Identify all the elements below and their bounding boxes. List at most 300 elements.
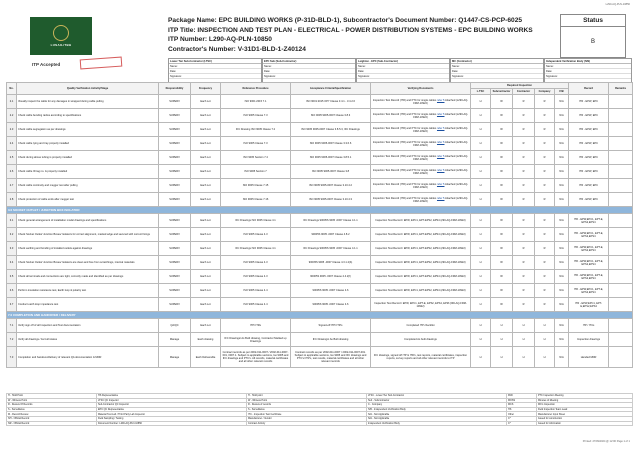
verifying-cell: IFC drawings, signed off ITP & ITR's, test reports, material certificates, inspection reports, survey reports and all other relevant records to ITP [371, 347, 471, 368]
col-header-remarks: Remarks [609, 83, 633, 95]
inspection-company-cell: R [535, 137, 555, 151]
responsibility-cell: SUPERV [159, 228, 191, 242]
section-socket-outlet [7, 214, 633, 312]
record-cell: Inspection drawings [569, 333, 609, 347]
legend-cell: W - Witness Point [247, 398, 367, 403]
verifying-text-suffix: Attached (L290-AQ-FRM-10922) [413, 98, 469, 105]
inspection-subcontractor-cell: H [491, 333, 513, 347]
inspection-subcontractor-cell: W [491, 137, 513, 151]
responsibility-cell: SUPERV [159, 193, 191, 207]
criteria-cell: 90005S 9005 -0007 Clause 4.3.1.2(b) [291, 256, 371, 270]
inspection-subcontractor-cell: H [491, 319, 513, 333]
record-cell: ITR - EPW,EPC1, EPT-E, EPS2,EPS4 [569, 242, 609, 256]
table-row [7, 123, 633, 137]
verifying-text-suffix: Attached (L290-AQ-FRM-10922) [413, 112, 469, 119]
inspection-ltsc-cell: H [471, 228, 491, 242]
inspection-ltsc-cell: H [471, 165, 491, 179]
inspection-ivb-cell: N/A [555, 256, 569, 270]
table-row [7, 151, 633, 165]
legend-cell: R - Review of records [247, 403, 367, 408]
legend-cell: Field Inspection Team Lead [537, 407, 633, 412]
inspection-ltsc-cell: H [471, 179, 491, 193]
criteria-cell: IFC Drawings 90005S 9005 -0007 Clause 4.1.1 [291, 242, 371, 256]
inspection-subcontractor-cell: W [491, 284, 513, 298]
frequency-cell: Each Deliverable [191, 347, 221, 368]
inspection-company-cell: R [535, 95, 555, 109]
legend-cell: Minutes of Meeting [537, 398, 633, 403]
inspection-ivb-cell: N/A [555, 347, 569, 368]
frequency-cell: Each drawing [191, 333, 221, 347]
col-header-activity: Quality Verification Activity/Stage [17, 83, 159, 95]
activity-cell: Verify all drawings / As built status [17, 333, 159, 347]
activity-cell: Check general arrangement of installation model drawings and specifications [17, 214, 159, 228]
col-header-subcontractor: Subcontractor [491, 89, 513, 95]
verifying-cell [371, 109, 471, 123]
inspection-contractor-cell: R [513, 193, 535, 207]
responsibility-cell: QA/QC [159, 319, 191, 333]
record-cell: ITR - EPW, EPC [569, 109, 609, 123]
activity-cell: Check Socket Outlet/ Junction Boxes/ Isolators for correct alignment, marked edge and secured with correct fixings [17, 228, 159, 242]
activity-cell: Check during above tubing is property installed [17, 151, 159, 165]
record-cell: ITR - EPW, EPC [569, 151, 609, 165]
criteria-cell: ISO 9005 9005-0007 Clause 3.10.4.3 [291, 193, 371, 207]
reference-cell: ISO 9005 Clause 4.4 [221, 284, 291, 298]
activity-cell: Check earthing and bonding of installed outlets against drawings [17, 242, 159, 256]
row-number: 2.3 [7, 123, 17, 137]
reference-cell: ISO 9001:2015 7.1 [221, 95, 291, 109]
reference-cell: ISO 9005 Section 7.4 [221, 151, 291, 165]
record-cell: ITR - EPW, EPC [569, 179, 609, 193]
inspection-subcontractor-cell: W [491, 256, 513, 270]
itp-title-line: ITP Title: INSPECTION AND TEST PLAN - ELECTRICAL - POWER DISTRIBUTION SYSTEMS - EPC BUILDING WORKS [168, 26, 533, 34]
document-header [168, 16, 533, 54]
frequency-cell: Each Lot [191, 151, 221, 165]
inspection-ltsc-cell: H [471, 284, 491, 298]
responsibility-cell: Manage [159, 347, 191, 368]
record-cell: ITR - EPW,EPC1, EPT-E, EPS2,EPS4 [569, 284, 609, 298]
reference-cell: ISO 9005 Clause 7.3 [221, 137, 291, 151]
inspection-company-cell: R [535, 270, 555, 284]
legend-cell: C* [507, 416, 537, 421]
legend-cell: M - Record Review [7, 412, 97, 417]
legend-cell: S - Surveillance [247, 407, 367, 412]
inspection-contractor-cell: R [513, 214, 535, 228]
inspection-company-cell: R [535, 179, 555, 193]
inspection-contractor-cell: R [513, 228, 535, 242]
table-row [7, 95, 633, 109]
verifying-cell [371, 193, 471, 207]
criteria-cell: Contract records as per 2002-011-0007 / 2002-011-0007-001. Subject to applicable sections, Iso 9005 and IFC drawings and PTC's/ ITR's, test results, material certificates and all other relevant records [291, 347, 371, 368]
col-header-no: No. [7, 83, 17, 95]
verifying-reference-link[interactable]: refer 5 [436, 112, 445, 116]
record-cell: ITR - EPW,EPC1, EPT-E, EPS2,EPS4 [569, 256, 609, 270]
inspection-company-cell: H [535, 319, 555, 333]
section-cable-installation [7, 95, 633, 207]
remarks-cell [609, 319, 633, 333]
responsibility-cell: SUPERV [159, 109, 191, 123]
row-number: 2.5 [7, 151, 17, 165]
inspection-company-cell: R [535, 151, 555, 165]
col-header-company: Company [535, 89, 555, 95]
activity-cell: Perform insulation resistance test, Earth loop & polarity test [17, 284, 159, 298]
reference-cell: Contract records as per 2002-011-0007 / 2002-011-0007-001, 0007.1. Subject to applicable sections, Iso 9005 and IFC drawings and PTC's. All records, material certificates and all other relevant records [221, 347, 291, 368]
responsibility-cell: SUPERV [159, 270, 191, 284]
frequency-cell: Each Lot [191, 256, 221, 270]
criteria-cell: ISO 9005 9005-0007 Clause 3.10.4.2 [291, 179, 371, 193]
legend-cell: MOSS [507, 398, 537, 403]
party-box-mc: MC (Contractor) Name: Date: Signature: [450, 58, 544, 83]
inspection-contractor-cell: R [513, 270, 535, 284]
responsibility-cell: SUPERV [159, 214, 191, 228]
table-row [7, 333, 633, 347]
verifying-cell: Inspection Test Record / EPW, EPC1, EPT-EPS2, EPS4 (290-AQ-FRM-10922) [371, 242, 471, 256]
legend-cell: Issued for construction [537, 416, 633, 421]
inspection-company-cell: R [535, 165, 555, 179]
table-row [7, 284, 633, 298]
table-row [7, 347, 633, 368]
activity-cell: Check cable segregation as per drawings [17, 123, 159, 137]
activity-cell: Check cable continuity and megger test after pulling [17, 179, 159, 193]
criteria-cell: 90005S 9005 -0007 Clause 4.6 [291, 298, 371, 312]
row-number: 2.7 [7, 179, 17, 193]
responsibility-cell: SUPERV [159, 137, 191, 151]
legend-row [7, 421, 633, 426]
inspection-subcontractor-cell: W [491, 95, 513, 109]
legend-cell: W - Witness Point [7, 398, 97, 403]
inspection-contractor-cell: H [513, 333, 535, 347]
inspection-ivb-cell: N/A [555, 298, 569, 312]
table-row [7, 270, 633, 284]
legend-cell: Document Number: L290-AQ-PLN-10850 [97, 421, 247, 426]
record-cell: ITR - EPW, EPC [569, 137, 609, 151]
legend-cell: MCS [507, 403, 537, 408]
col-header-ivb: IVB [555, 89, 569, 95]
criteria-cell: 90005S 9005 -0007 Clause 4.4.2(f) [291, 270, 371, 284]
inspection-subcontractor-cell: W [491, 214, 513, 228]
inspection-ltsc-cell: H [471, 123, 491, 137]
inspection-contractor-cell: R [513, 284, 535, 298]
package-name-line: Package Name: EPC BUILDING WORKS (P-31D-BLD-1), Subcontractor's Document Number: Q1447-CS-PCP-6025 [168, 17, 523, 24]
row-number: 7.1 [7, 319, 17, 333]
page-footer: Printed: 27/09/2024 @ 12:00 Page 1 of 1 [582, 440, 630, 443]
remarks-cell [609, 256, 633, 270]
legend-cell: PTC Inspection Meeting [537, 394, 633, 399]
inspection-ivb-cell: N/A [555, 319, 569, 333]
reference-cell: ISO 9005 Clause 4.4 [221, 298, 291, 312]
inspection-ivb-cell: N/A [555, 179, 569, 193]
status-label: Status [561, 15, 625, 27]
frequency-cell: Each Lot [191, 228, 221, 242]
inspection-company-cell: H [535, 333, 555, 347]
record-cell: ITR - EPW, EPC [569, 95, 609, 109]
table-row [7, 242, 633, 256]
inspection-contractor-cell: H [513, 319, 535, 333]
criteria-cell: ISO 9005 9005-0007 Clause 3.8.3 [291, 109, 371, 123]
section-completion-header [7, 312, 633, 319]
verifying-text: Inspection Test Record (ITR) and PTC for single cables [372, 168, 437, 172]
row-number: 3.2 [7, 228, 17, 242]
responsibility-cell: SUPERV [159, 298, 191, 312]
col-header-verifying: Verifying Documents [371, 83, 471, 95]
row-number: 7.2 [7, 333, 17, 347]
inspection-contractor-cell: R [513, 242, 535, 256]
verifying-cell: Completed ITP checklist [371, 319, 471, 333]
inspection-subcontractor-cell: W [491, 123, 513, 137]
legend-cell: H - Hold point [247, 394, 367, 399]
inspection-subcontractor-cell: W [491, 109, 513, 123]
inspection-company-cell: R [535, 256, 555, 270]
table-row [7, 256, 633, 270]
remarks-cell [609, 214, 633, 228]
verifying-reference-link[interactable]: refer 5 [436, 168, 445, 172]
legend-cell: MC's Inspection [537, 403, 633, 408]
criteria-cell: ISO 9005 9005-0007 Clause 3.8.5.1 [291, 151, 371, 165]
frequency-cell: Each Lot [191, 193, 221, 207]
legend-cell: Contract Activity [247, 421, 367, 426]
inspection-ltsc-cell: H [471, 256, 491, 270]
legend-cell: ITC - Inspection Test Certificate [247, 412, 367, 417]
row-number: 3.7 [7, 298, 17, 312]
col-header-responsibility: Responsibility [159, 83, 191, 95]
inspection-company-cell: R [535, 228, 555, 242]
record-cell: Handed MDR [569, 347, 609, 368]
company-logo [30, 17, 92, 55]
verifying-text: Inspection Test Record (ITR) and PTC for single cables [372, 98, 437, 102]
verifying-reference-link[interactable]: refer 5 [436, 196, 445, 200]
legend-cell: H - Hold Point [7, 394, 97, 399]
inspection-ivb-cell: N/A [555, 109, 569, 123]
criteria-cell: IFC Drawings/ As Built drawing [291, 333, 371, 347]
inspection-ivb-cell: N/A [555, 242, 569, 256]
remarks-cell [609, 284, 633, 298]
reference-cell: IFC Drawing ISO 9005 Clause 7.2 [221, 123, 291, 137]
inspection-company-cell: R [535, 242, 555, 256]
activity-cell: Check cable tying and tray properly installed [17, 137, 159, 151]
responsibility-cell: SUPERV [159, 123, 191, 137]
reference-cell: ISO 9005 Clause 4.3 [221, 228, 291, 242]
reference-cell: ITP/ ITRs [221, 319, 291, 333]
record-cell: ITR - EPW, EPC [569, 193, 609, 207]
legend-cell: PAD [507, 394, 537, 399]
inspection-subcontractor-cell: W [491, 228, 513, 242]
inspection-contractor-cell: R [513, 95, 535, 109]
inspection-subcontractor-cell: W [491, 193, 513, 207]
remarks-cell [609, 95, 633, 109]
activity-cell: Check Socket Outlet/ Junction Boxes/ Isolators are clean and free from scratchings, internal materials [17, 256, 159, 270]
table-row [7, 193, 633, 207]
table-row [7, 165, 633, 179]
inspection-ivb-cell: N/A [555, 228, 569, 242]
inspection-subcontractor-cell: W [491, 165, 513, 179]
criteria-cell: 90005S 9005 -0007 Clause 4.6 [291, 284, 371, 298]
inspection-contractor-cell: R [513, 137, 535, 151]
inspection-ivb-cell: N/A [555, 151, 569, 165]
section-title-socket-outlet: 3.0 SOCKET OUTLET / JUNCTION BOX ISOLATOR [7, 207, 633, 214]
inspection-ltsc-cell: H [471, 214, 491, 228]
col-header-required-inspection: Required Inspection [471, 83, 569, 89]
record-cell: ITR - EPW,EPC1, EPT-E, EPS2,EPS4 [569, 214, 609, 228]
status-value: B [590, 39, 595, 45]
inspection-contractor-cell: R [513, 109, 535, 123]
legend-cell: LTSC - Lower Tier Sub-Contractor [367, 394, 507, 399]
inspection-company-cell: H [535, 347, 555, 368]
remarks-cell [609, 151, 633, 165]
inspection-ltsc-cell: H [471, 193, 491, 207]
legend-cell: Independent Verification Body [367, 421, 507, 426]
section-socket-outlet-header [7, 207, 633, 214]
row-number: 2.1 [7, 95, 17, 109]
table-row [7, 109, 633, 123]
row-number: 7.3 [7, 347, 17, 368]
verifying-text: Inspection Test Record (ITR) and PTC for single cables [372, 196, 437, 200]
legend-cell: Manufacturer Input Sheet [537, 412, 633, 417]
verifying-cell [371, 151, 471, 165]
inspection-company-cell: R [535, 298, 555, 312]
record-cell: ITR - EPW,EPC1, EPT-E, EPS2,EPS4 [569, 270, 609, 284]
remarks-cell [609, 123, 633, 137]
row-number: 3.5 [7, 270, 17, 284]
verifying-cell: Inspection Test Record / EPW, EPC1, EPT-EPS2, EPS4 (290-AQ-FRM-10922) [371, 214, 471, 228]
inspection-ivb-cell: N/A [555, 123, 569, 137]
remarks-cell [609, 270, 633, 284]
legend-cell: C - Company [367, 403, 507, 408]
criteria-cell: ISO 9001:2015 OP7 Clause 3.4.1 - 3.4.2.6 [291, 95, 371, 109]
verifying-cell: Inspection Test Record / EPW, EPC1, EPT-EPS2, EPS4 (290-AQ-FRM-10922) [371, 284, 471, 298]
frequency-cell: Each Lot [191, 270, 221, 284]
criteria-cell: ISO 9005 9005-0007 Clause 3.3.6.6 [291, 137, 371, 151]
section-completion [7, 319, 633, 368]
activity-cell: Check protection of cable ends after megger test [17, 193, 159, 207]
verifying-cell [371, 123, 471, 137]
inspection-company-cell: R [535, 214, 555, 228]
remarks-cell [609, 109, 633, 123]
responsibility-cell: SUPERV [159, 165, 191, 179]
reference-cell: ISO 9005 Clause 7.16 [221, 193, 291, 207]
col-header-frequency: Frequency [191, 83, 221, 95]
legend-cell: LTSC QC Inspector [97, 398, 247, 403]
legend-cell: EPC QC Representative [97, 407, 247, 412]
reference-cell: ISO 9005 Section 7 [221, 165, 291, 179]
activity-cell: Visually inspect the cable for any damages in wrapped during cable pulling [17, 95, 159, 109]
record-cell: ITR - EPW,EPC1, EPT-E,EPS2,EPS4 [569, 298, 609, 312]
inspection-company-cell: R [535, 123, 555, 137]
record-cell: ITP / ITCs [569, 319, 609, 333]
legend-cell: N/A - Not Applicable [367, 416, 507, 421]
verifying-cell [371, 137, 471, 151]
legend-cell: HS Representative [97, 394, 247, 399]
record-cell: ITR - EPW,EPC1, EPT-E, EPS2,EPS4 [569, 228, 609, 242]
signature-stamp [80, 57, 123, 70]
verifying-reference-link[interactable]: refer 5 [436, 140, 445, 144]
inspection-ltsc-cell: H [471, 109, 491, 123]
legend-cell: Issued for information [537, 421, 633, 426]
col-header-contractor: Contractor [513, 89, 535, 95]
legend-cell: C* [507, 421, 537, 426]
table-row [7, 319, 633, 333]
inspection-ivb-cell: N/A [555, 193, 569, 207]
reference-cell: IFC Drawings ISO 9005 Clause 4.1 [221, 242, 291, 256]
remarks-cell [609, 333, 633, 347]
itp-accepted-label: ITP Accepted [32, 62, 61, 67]
legend-cell: Manufacturer / Vendor [247, 416, 367, 421]
table-row [7, 214, 633, 228]
inspection-contractor-cell: R [513, 298, 535, 312]
verifying-reference-link[interactable]: refer 5 [436, 98, 445, 102]
party-box-ltsc: Lower Tier Sub-Contractor (LTSC) Name: Date: Signature: [168, 58, 262, 83]
frequency-cell: Each Lot [191, 95, 221, 109]
itp-number-line: ITP Number: L290-AQ-PLN-10850 [168, 36, 272, 44]
verifying-text-suffix: Attached (L290-AQ-FRM-10922) [413, 168, 469, 175]
inspection-contractor-cell: R [513, 123, 535, 137]
remarks-cell [609, 242, 633, 256]
legend-cell: HS [507, 407, 537, 412]
frequency-cell: Each Lot [191, 298, 221, 312]
party-box-leighton: Leighton - EPC (Sub-Contractor) Name: Date: Signature: [356, 58, 450, 83]
verifying-cell: Completed As built drawings [371, 333, 471, 347]
frequency-cell: Each Lot [191, 109, 221, 123]
table-row [7, 137, 633, 151]
verifying-reference-link[interactable]: refer 5 [436, 154, 445, 158]
verifying-text-suffix: Attached (L290-AQ-FRM-10922) [413, 154, 469, 161]
inspection-contractor-cell: R [513, 179, 535, 193]
inspection-subcontractor-cell: H [491, 347, 513, 368]
verifying-text-suffix: Attached (L290-AQ-FRM-10922) [413, 196, 469, 203]
row-number: 3.4 [7, 256, 17, 270]
legend-cell: NR - Official Record [7, 421, 97, 426]
inspection-subcontractor-cell: W [491, 298, 513, 312]
legend-cell: N/A - Not Applicable [367, 412, 507, 417]
inspection-ltsc-cell: H [471, 242, 491, 256]
row-number: 2.2 [7, 109, 17, 123]
inspection-contractor-cell: H [513, 347, 535, 368]
criteria-cell: 90005S 9005 -0007 Clause 4.8.2 [291, 228, 371, 242]
legend-cell: S - Surveillance [7, 407, 97, 412]
verifying-reference-link[interactable]: refer 5 [436, 126, 445, 130]
col-header-reference: Reference Procedure [221, 83, 291, 95]
activity-cell: Check cable ID tag no. & property installed [17, 165, 159, 179]
reference-cell: ISO 9005 Clause 4.3 [221, 270, 291, 284]
inspection-ltsc-cell: H [471, 270, 491, 284]
inspection-ltsc-cell: H [471, 137, 491, 151]
frequency-cell: Each Lot [191, 165, 221, 179]
verifying-cell [371, 179, 471, 193]
activity-cell: Completion and handover/delivery of relevant QA documentation & MDR [17, 347, 159, 368]
record-cell: ITR - EPW, EPC [569, 123, 609, 137]
verifying-cell [371, 165, 471, 179]
inspection-ltsc-cell: H [471, 95, 491, 109]
frequency-cell: Each Lot [191, 284, 221, 298]
frequency-cell: Each Lot [191, 137, 221, 151]
inspection-ivb-cell: N/A [555, 137, 569, 151]
table-row [7, 228, 633, 242]
row-number: 3.3 [7, 242, 17, 256]
inspection-subcontractor-cell: W [491, 242, 513, 256]
reference-cell: ISO 9005 Clause 7.3 [221, 109, 291, 123]
responsibility-cell: SUPERV [159, 256, 191, 270]
row-number: 2.8 [7, 193, 17, 207]
criteria-cell: Signed-off ITP/ ITR's [291, 319, 371, 333]
inspection-ltsc-cell: H [471, 347, 491, 368]
inspection-ivb-cell: N/A [555, 333, 569, 347]
verifying-text-suffix: Attached (L290-AQ-FRM-10922) [413, 140, 469, 147]
legend-table [6, 393, 633, 426]
inspection-test-plan-table [6, 82, 633, 368]
inspection-company-cell: R [535, 193, 555, 207]
responsibility-cell: SUPERV [159, 179, 191, 193]
logo-text: LUSAIL/TBH [50, 43, 72, 47]
responsibility-cell: SUPERV [159, 151, 191, 165]
verifying-reference-link[interactable]: refer 5 [436, 182, 445, 186]
